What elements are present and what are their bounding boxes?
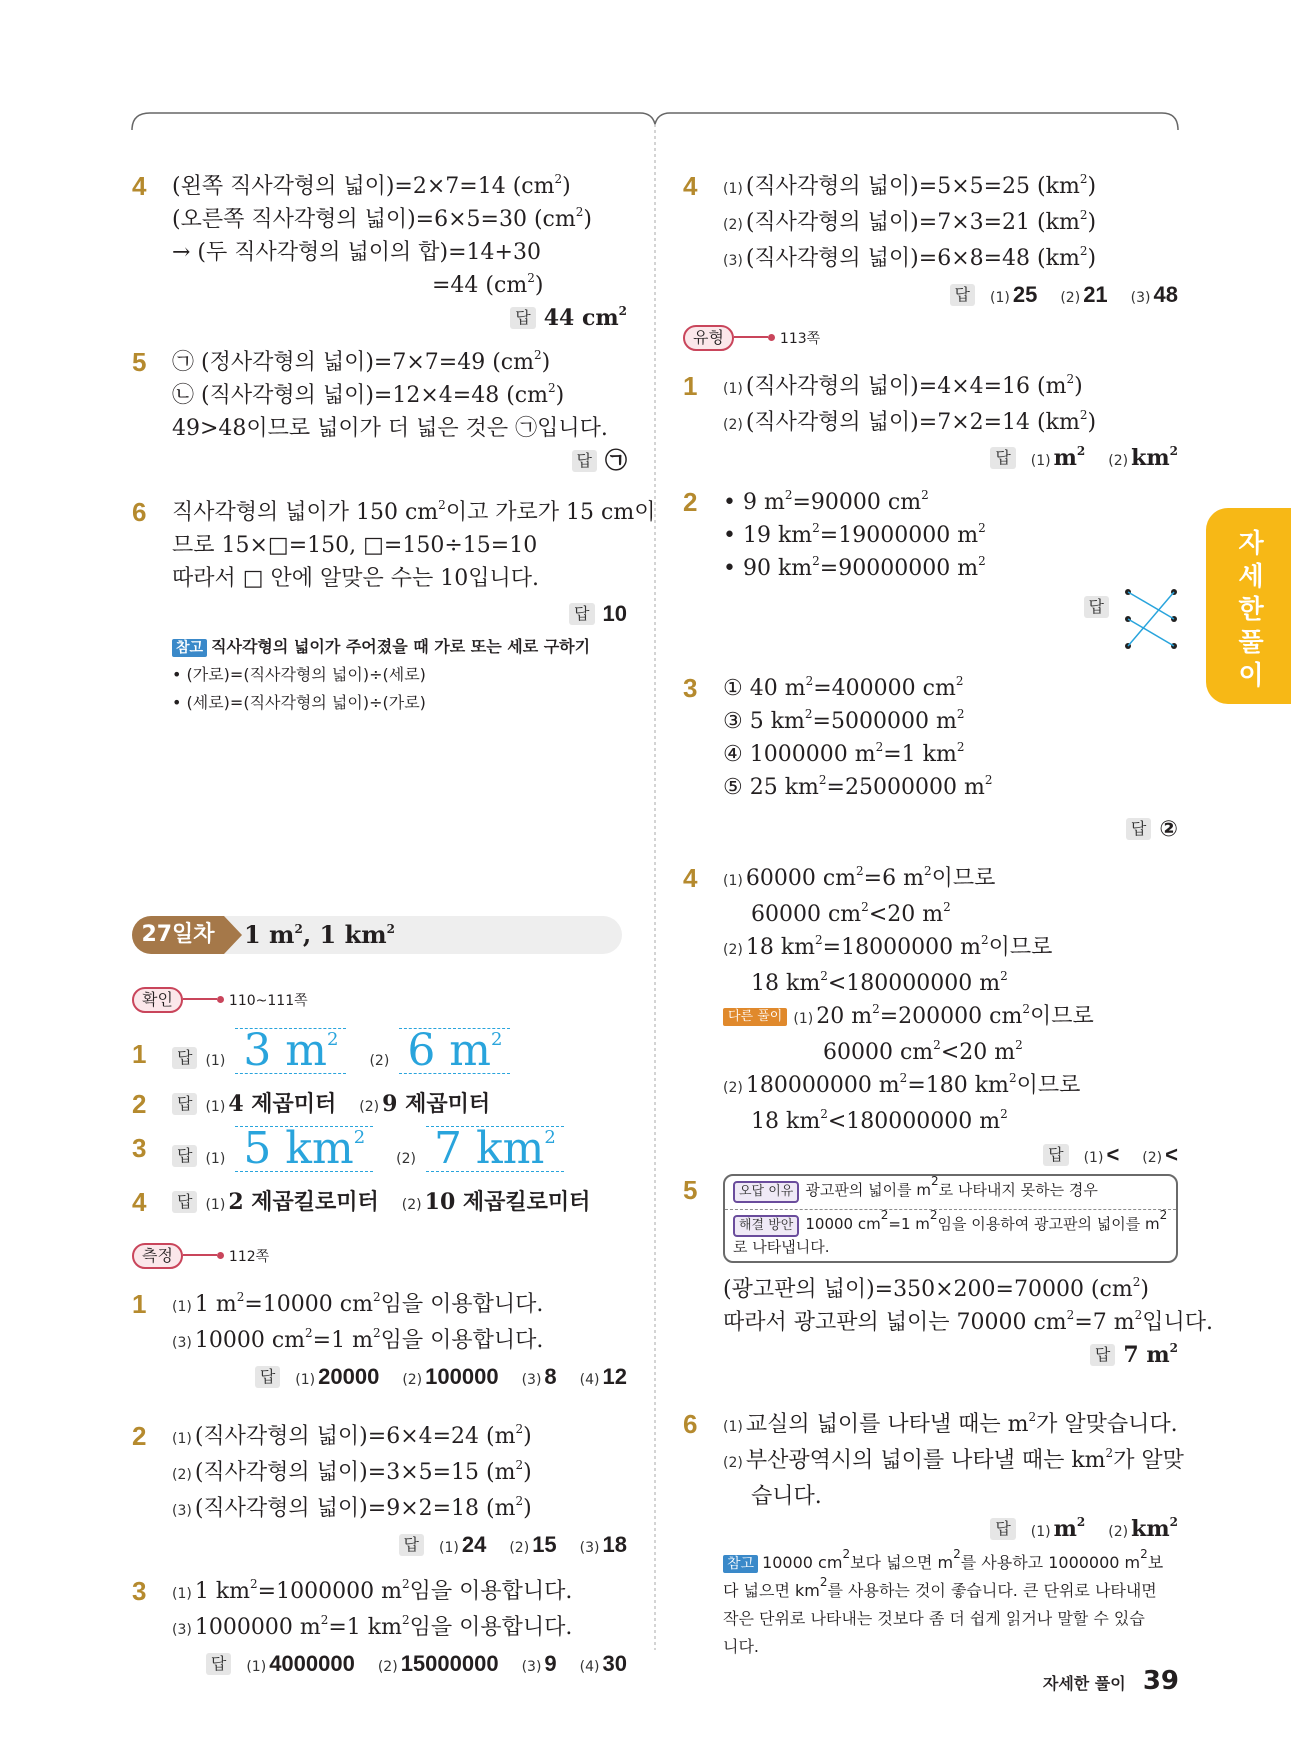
- note-line: • (세로)=(직사각형의 넓이)÷(가로): [172, 693, 426, 712]
- check-3: 3 답 (1) 5 $km^2$ (2) 7 $km^2$: [132, 1126, 627, 1186]
- measure-3: 3 (1) 1 $km^2=1000000$ $m^2$임을 이용합니다. (3) 1000000 $m^2=1$ $km^2$임을 이용합니다. 답 (1) 4000000 (2) 15000000 (3) 9 (4) 30: [132, 1576, 627, 1676]
- problem-6: 6 직사각형의 넓이가 150 $cm^2$이고 가로가 15 cm이 므로 15×□=150, □=150÷15=10 따라서 □ 안에 알맞은 수는 10입니다. 답 10 참고 직사각형의 넓이가 주어졌을 때 가로 또는 세로 구하기 • (가로)=(직사각형의 넓이)÷(세로) • (세로)=(직사각형의 넓이)÷(가로): [132, 496, 627, 717]
- problem-number: 4: [683, 863, 698, 893]
- side-tab-char: 풀: [1238, 628, 1264, 658]
- answer: 44 cm: [543, 305, 619, 331]
- check-2: 2 답 (1) 4 제곱미터 (2) 9 제곱미터: [132, 1089, 491, 1119]
- error-analysis-box: 오답 이유 광고판의 넓이를 $m^2$로 나타내지 못하는 경우 해결 방안 10000 $cm^2=1$ $m^2$임을 이용하여 광고판의 넓이를 $m^2$ 로 나타냅니다.: [723, 1174, 1178, 1263]
- answer-tag: 답: [569, 603, 594, 625]
- r-problem-4: 4 (1) (직사각형의 넓이)=5×5=25 $(km^2)$ (2) (직사각형의 넓이)=7×3=21 $(km^2)$ (3) (직사각형의 넓이)=6×8=48 $(km^2)$ 답 (1) 25 (2) 21 (3) 48: [683, 171, 1178, 307]
- problem-number: 4: [132, 1187, 147, 1217]
- line: 직사각형의 넓이가 150 cm: [172, 500, 439, 525]
- answer-tag: 답: [1043, 1144, 1068, 1166]
- line: 므로 15×□=150, □=150÷15=10: [172, 533, 538, 558]
- answer-tag: 답: [1126, 818, 1151, 840]
- answer: ㉠: [604, 448, 627, 474]
- handwrite-answer: 7 $km^2$: [426, 1126, 564, 1172]
- measure-tag: 측정 112쪽: [132, 1238, 627, 1274]
- answer-tag: 답: [510, 307, 535, 329]
- answer-tag: 답: [990, 447, 1015, 469]
- problem-number: 5: [132, 347, 147, 377]
- footer-label: 자세한 풀이: [1042, 1674, 1126, 1693]
- answer-tag: 답: [172, 1145, 197, 1167]
- problem-number: 2: [132, 1089, 147, 1119]
- problem-number: 3: [132, 1133, 147, 1163]
- check-tag: 확인 110~111쪽: [132, 982, 627, 1018]
- problem-number: 2: [132, 1421, 147, 1451]
- answer: 7 m: [1123, 1342, 1170, 1368]
- answer: 10 제곱킬로미터: [424, 1189, 591, 1215]
- line: 49>48이므로 넓이가 더 넓은 것은 ㉠입니다.: [172, 416, 608, 441]
- answer-tag: 답: [990, 1518, 1015, 1540]
- problem-number: 6: [683, 1409, 698, 1439]
- side-tab-char: 자: [1238, 529, 1264, 559]
- problem-number: 1: [132, 1289, 147, 1319]
- note-title: 직사각형의 넓이가 주어졌을 때 가로 또는 세로 구하기: [211, 637, 591, 656]
- note: 참고 10000 $cm^2$보다 넓으면 $m^2$를 사용하고 1000000 $m^2$보 다 넓으면 $km^2$를 사용하는 것이 좋습니다. 큰 단위로 나타내면 작은 단위로 나타내는 것보다 좀 더 쉽게 읽거나 말할 수 있습 니다.: [723, 1547, 1164, 1656]
- side-tab: [1206, 508, 1291, 704]
- line: 따라서 □ 안에 알맞은 수는 10입니다.: [172, 566, 540, 591]
- answer: ②: [1159, 816, 1178, 841]
- note: [172, 633, 627, 717]
- answer: 9 제곱미터: [382, 1091, 491, 1117]
- side-tab-char: 이: [1238, 661, 1264, 691]
- lesson-title: 1 $m^2$, 1 $km^2$: [244, 920, 395, 949]
- line: → (두 직사각형의 넓이의 합)=14+30: [172, 240, 541, 265]
- r-problem-6: 6 (1) 교실의 넓이를 나타낼 때는 $m^2$가 알맞습니다. (2) 부산광역시의 넓이를 나타낼 때는 $km^2$가 알맞 습니다. 답 (1) $m^2$ (2) $km^2$ 참고 10000 $cm^2$보다 넓으면 $m^2$를 사용하고 1000000 $m^2$보 다 넓으면 $km^2$를 사용하는 것이 좋습니다. 큰 단위로 나타내면 작은 단위로 나타내는 것보다 좀 더 쉽게 읽거나 말할 수 있습 니다.: [683, 1408, 1178, 1661]
- day-label: 27일차: [132, 916, 224, 954]
- r-problem-5: 5 오답 이유 광고판의 넓이를 $m^2$로 나타내지 못하는 경우 해결 방안 10000 $cm^2=1$ $m^2$임을 이용하여 광고판의 넓이를 $m^2$ 로 나타냅니다. (광고판의 넓이)=350×200=70000 $(cm^2)$ 따라서 광고판의 넓이는 70000 $cm^2=7$ $m^2$입니다. 답 7 $m^2$: [683, 1174, 1213, 1368]
- side-tab-char: 세: [1238, 562, 1264, 592]
- answer-tag: 답: [172, 1093, 197, 1115]
- handwrite-answer: 6 $m^2$: [399, 1028, 510, 1074]
- problem-number: 3: [683, 673, 698, 703]
- handwrite-answer: 3 $m^2$: [235, 1028, 346, 1074]
- answer-tag: 답: [1084, 596, 1109, 618]
- note-line: • (가로)=(직사각형의 넓이)÷(세로): [172, 665, 426, 684]
- answer-tag: 답: [572, 450, 597, 472]
- left-column-lower: [132, 982, 627, 1684]
- answer-tag: 답: [255, 1366, 280, 1388]
- line: =44 (cm: [432, 273, 528, 298]
- r-problem-3: 3 ① 40 $m^2=400000$ $cm^2$ ③ 5 $km^2=5000000$ $m^2$ ④ 1000000 $m^2=1$ $km^2$ ⑤ 25 $km^2=25000000$ $m^2$ 답 ②: [683, 673, 1178, 841]
- problem-5: 5 ㉠ (정사각형의 넓이)=7×7=49 $(cm^2)$ ㉡ (직사각형의 넓이)=12×4=48 $(cm^2)$ 49>48이므로 넓이가 더 넓은 것은 ㉠입니다. 답 ㉠: [132, 347, 627, 474]
- line: (왼쪽 직사각형의 넓이)=2×7=14 (cm: [172, 174, 555, 199]
- line: (오른쪽 직사각형의 넓이)=6×5=30 (cm: [172, 207, 576, 232]
- side-tab-char: 한: [1238, 595, 1264, 625]
- problem-number: 2: [683, 487, 698, 517]
- r-problem-4b: 4 (1) 60000 $cm^2=6$ $m^2$이므로 60000 $cm^2<20$ $m^2$ (2) 18 $km^2=18000000$ $m^2$이므로 18 $km^2<180000000$ $m^2$ 다른 풀이 (1) 20 $m^2=200000$ $cm^2$이므로 60000 $cm^2<20$ $m^2$ (2) 180000000 $m^2=180$ $km^2$이므로 18 $km^2<180000000$ $m^2$ 답 (1) < (2) <: [683, 863, 1178, 1167]
- matching-answer: [1084, 586, 1178, 662]
- answer-tag: 답: [172, 1191, 197, 1213]
- line: ㉠ (정사각형의 넓이)=7×7=49 (cm: [172, 350, 534, 375]
- problem-number: 3: [132, 1576, 147, 1606]
- handwrite-answer: 5 $km^2$: [235, 1126, 373, 1172]
- day-arrow: [224, 916, 242, 954]
- left-column: [132, 170, 656, 717]
- answer-tag: 답: [950, 284, 975, 306]
- problem-number: 5: [683, 1175, 698, 1205]
- lesson-banner: [132, 916, 622, 954]
- problem-number: 1: [132, 1039, 147, 1069]
- answer-tag: 답: [399, 1534, 424, 1556]
- other-solution-tag: 다른 풀이: [723, 1008, 787, 1026]
- problem-number: 1: [683, 371, 698, 401]
- r-problem-1: 1 (1) (직사각형의 넓이)=4×4=16 $(m^2)$ (2) (직사각형의 넓이)=7×2=14 $(km^2)$ 답 (1) $m^2$ (2) $km^2$: [683, 371, 1178, 471]
- matching-lines-icon: [1124, 586, 1178, 652]
- problem-number: 6: [132, 497, 147, 527]
- page-number: 39: [1142, 1666, 1179, 1696]
- answer: 10: [602, 601, 627, 626]
- check-1: 1 답 (1) 3 $m^2$ (2) 6 $m^2$: [132, 1028, 627, 1088]
- check-4: 4 답 (1) 2 제곱킬로미터 (2) 10 제곱킬로미터: [132, 1187, 591, 1217]
- right-column: [683, 170, 1213, 1661]
- problem-number: 4: [132, 171, 147, 201]
- measure-2: 2 (1) (직사각형의 넓이)=6×4=24 $(m^2)$ (2) (직사각형의 넓이)=3×5=15 $(m^2)$ (3) (직사각형의 넓이)=9×2=18 $(m^2)$ 답 (1) 24 (2) 15 (3) 18: [132, 1421, 627, 1557]
- answer-tag: 답: [172, 1047, 197, 1069]
- note-tag: 참고: [172, 639, 207, 657]
- page-footer: [1043, 1666, 1179, 1696]
- line: ㉡ (직사각형의 넓이)=12×4=48 (cm: [172, 383, 548, 408]
- answer-tag: 답: [1090, 1344, 1115, 1366]
- problem-4: 4 (왼쪽 직사각형의 넓이)=2×7=14 $(cm^2)$ (오른쪽 직사각형의 넓이)=6×5=30 $(cm^2)$ → (두 직사각형의 넓이의 합)=14+30 =44 $(cm^2)$ 답 44 $cm^2$: [132, 171, 627, 331]
- answer-tag: 답: [206, 1653, 231, 1675]
- measure-1: 1 (1) 1 $m^2=10000$ $cm^2$임을 이용합니다. (3) 10000 $cm^2=1$ $m^2$임을 이용합니다. 답 (1) 20000 (2) 100000 (3) 8 (4) 12: [132, 1289, 627, 1389]
- answer: 4 제곱미터: [228, 1091, 337, 1117]
- r-problem-2: 2 • 9 $m^2=90000$ $cm^2$ • 19 $km^2=19000000$ $m^2$ • 90 $km^2=90000000$ $m^2$ 답: [683, 486, 1178, 672]
- type-tag: 유형 113쪽: [683, 320, 1178, 356]
- answer: 2 제곱킬로미터: [228, 1189, 379, 1215]
- line: 이고 가로가 15 cm이: [445, 500, 656, 525]
- problem-number: 4: [683, 171, 698, 201]
